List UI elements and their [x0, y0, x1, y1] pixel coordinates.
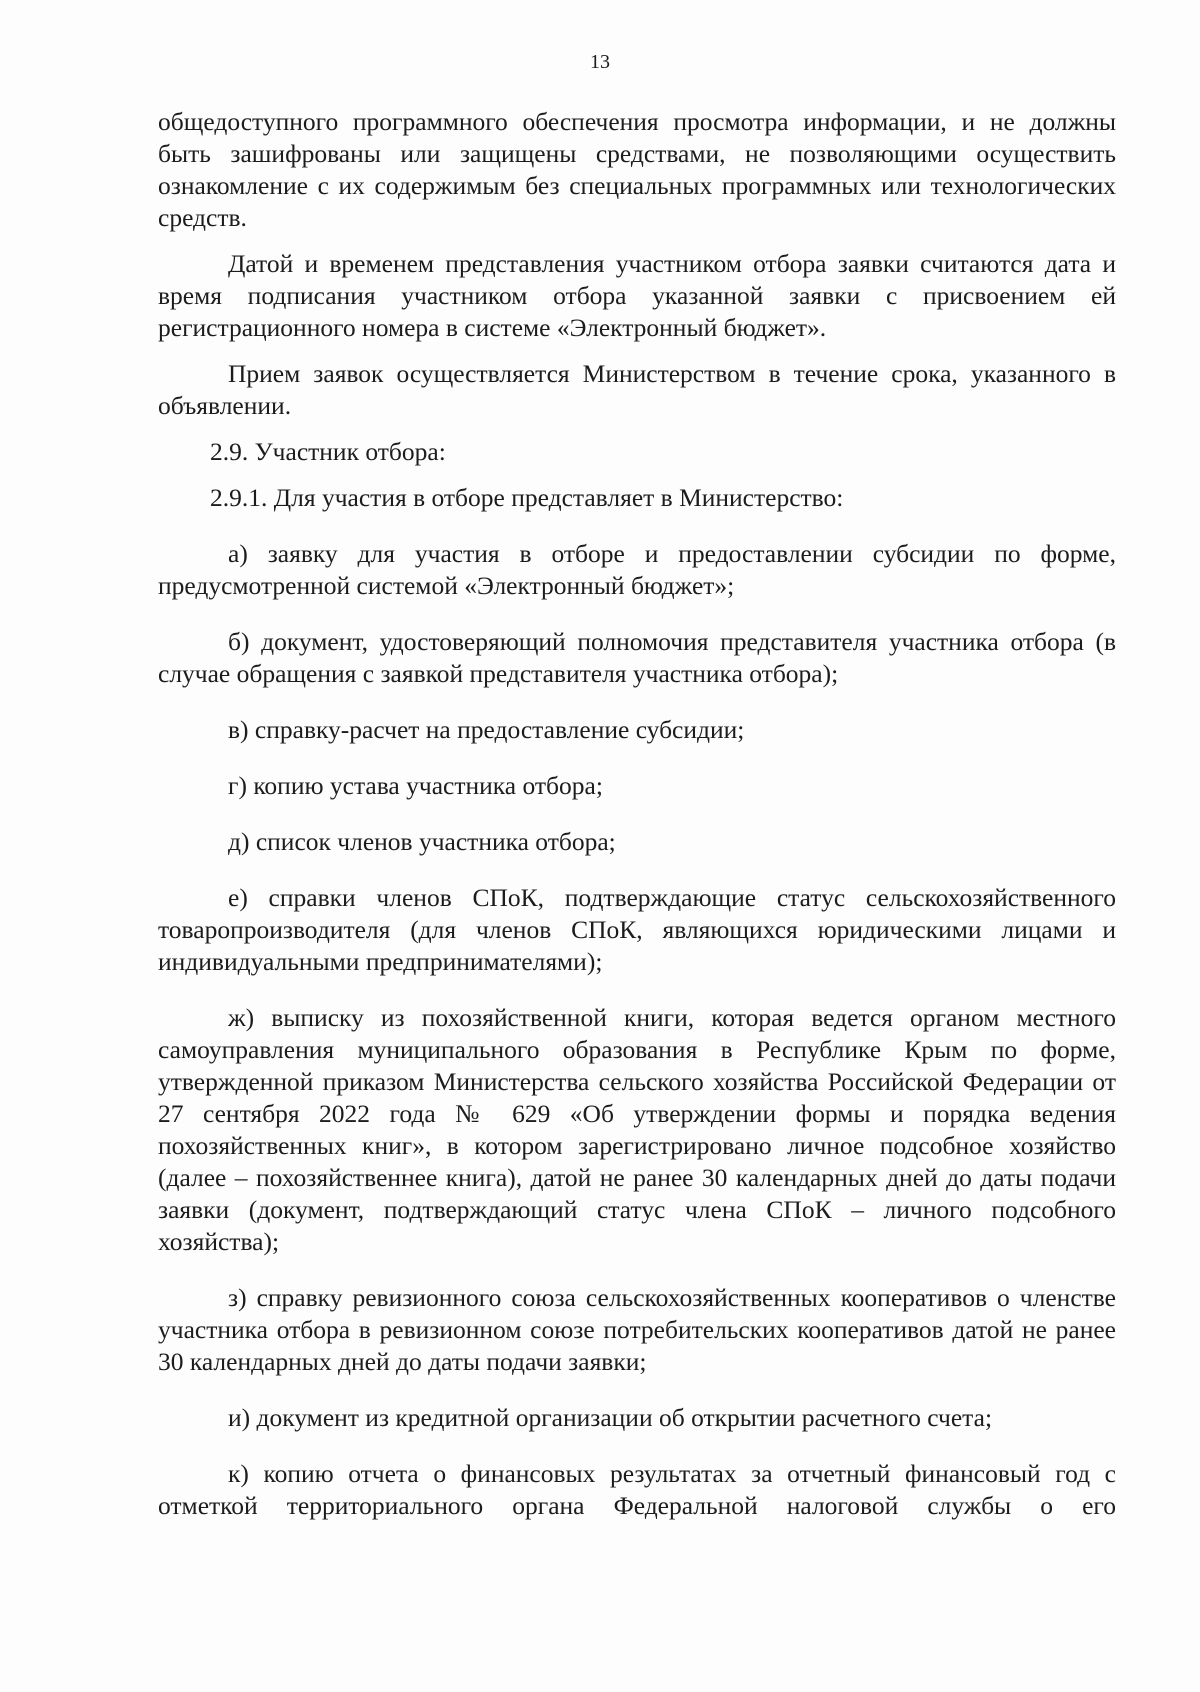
section-heading-2-9-1: 2.9.1. Для участия в отборе представляет в Министерство: — [210, 483, 844, 512]
list-item-e: е) справки членов СПоК, подтверждающие статус сельскохозяйственного товаропроизводителя (для членов СПоК, являющихся юридическими лицами и индивидуальными предпринимателями); — [158, 883, 1116, 976]
list-item-k: к) копию отчета о финансовых результатах за отчетный финансовый год с отметкой территориального органа Федеральной налоговой службы о его — [158, 1459, 1116, 1520]
list-item-v: в) справку-расчет на предоставление субсидии; — [228, 715, 745, 744]
paragraph-continuation: общедоступного программного обеспечения просмотра информации, и не должны быть зашифрованы или защищены средствами, не позволяющими осуществить ознакомление с их содержимым без специальных программных или технологических средств. — [158, 107, 1116, 232]
list-item-d: д) список членов участника отбора; — [228, 827, 616, 856]
section-heading-2-9: 2.9. Участник отбора: — [210, 437, 446, 466]
paragraph-acceptance: Прием заявок осуществляется Министерством в течение срока, указанного в объявлении. — [158, 359, 1116, 420]
document-body — [158, 106, 1116, 1522]
list-item-i: и) документ из кредитной организации об открытии расчетного счета; — [228, 1403, 993, 1432]
list-item-zh: ж) выписку из похозяйственной книги, которая ведется органом местного самоуправления муниципального образования в Республике Крым по форме, утвержденной приказом Министерства сельского хозяйства Российской Федерации от 27 сентября 2022 года № 629 «Об утверждении формы и порядка ведения похозяйственных книг», в котором зарегистрировано личное подсобное хозяйство (далее – похозяйственнее книга), датой не ранее 30 календарных дней до даты подачи заявки (документ, подтверждающий статус члена СПоК – личного подсобного хозяйства); — [158, 1003, 1116, 1256]
page-number: 13 — [590, 51, 610, 73]
list-item-g: г) копию устава участника отбора; — [228, 771, 603, 800]
list-item-z: з) справку ревизионного союза сельскохозяйственных кооперативов о членстве участника отбора в ревизионном союзе потребительских кооперативов датой не ранее 30 календарных дней до даты подачи заявки; — [158, 1283, 1116, 1376]
list-item-a: а) заявку для участия в отборе и предоставлении субсидии по форме, предусмотренной системой «Электронный бюджет»; — [158, 539, 1116, 600]
paragraph-submission-date: Датой и временем представления участником отбора заявки считаются дата и время подписания участником отбора указанной заявки с присвоением ей регистрационного номера в системе «Электронный бюджет». — [158, 249, 1116, 342]
list-item-b: б) документ, удостоверяющий полномочия представителя участника отбора (в случае обращения с заявкой представителя участника отбора); — [158, 627, 1116, 688]
